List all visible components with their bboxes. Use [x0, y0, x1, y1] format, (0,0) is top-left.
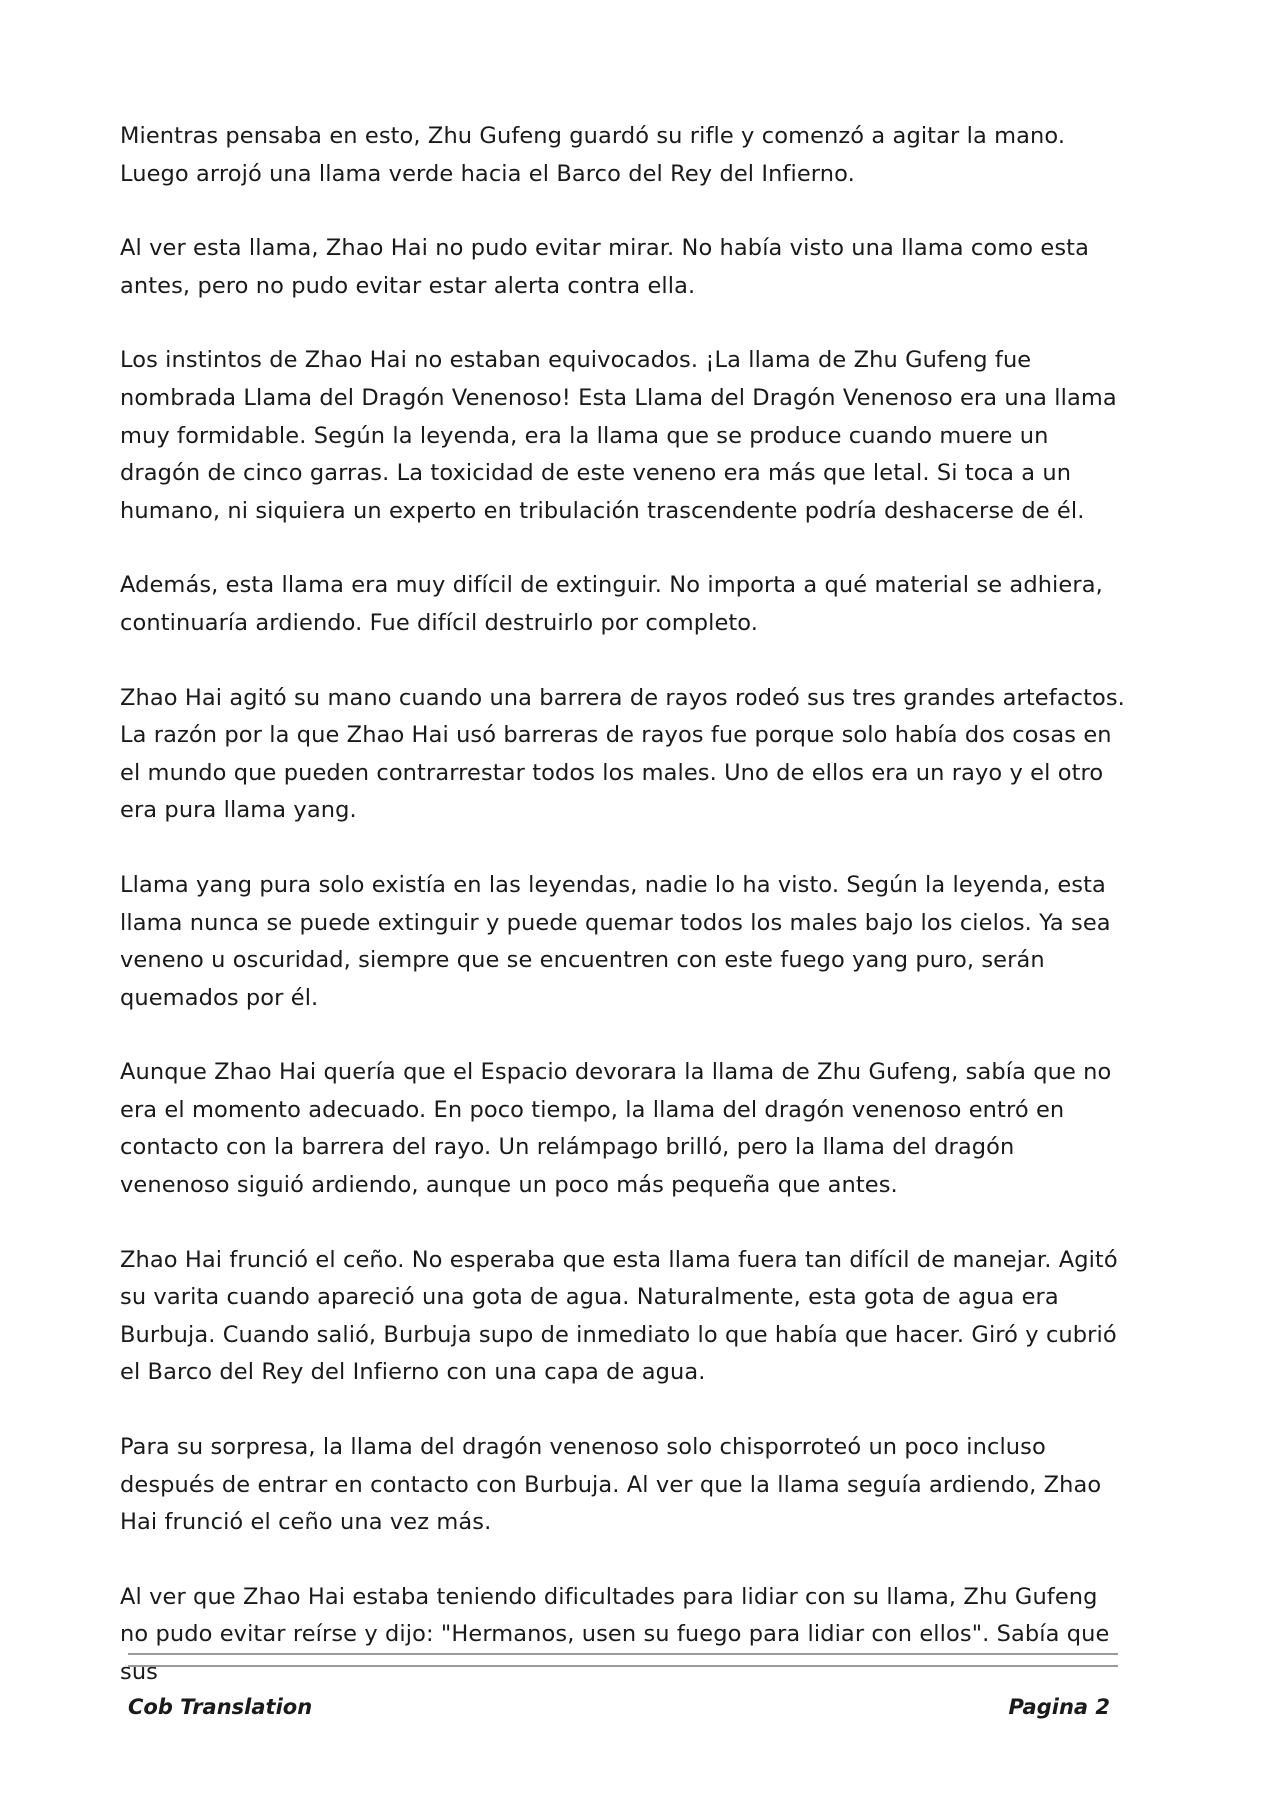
- footer-divider: [128, 1665, 1118, 1667]
- paragraph: Al ver esta llama, Zhao Hai no pudo evitar mirar. No había visto una llama como esta antes, pero no pudo evitar estar alerta contra ella.: [120, 235, 1089, 299]
- footer-page-number: Pagina 2: [1008, 1695, 1110, 1719]
- paragraph: Zhao Hai agitó su mano cuando una barrera de rayos rodeó sus tres grandes artefactos. La razón por la que Zhao Hai usó barreras de rayos fue porque solo había dos cosas en el mundo que pueden contrarrestar todos los males. Uno de ellos era un rayo y el otro era pura llama yang.: [120, 684, 1125, 824]
- footer-divider: [128, 1653, 1118, 1655]
- paragraph: Los instintos de Zhao Hai no estaban equivocados. ¡La llama de Zhu Gufeng fue nombrada Llama del Dragón Venenoso! Esta Llama del Dragón Venenoso era una llama muy formidable. Según la leyenda, era la llama que se produce cuando muere un dragón de cinco garras. La toxicidad de este veneno era más que letal. Si toca a un humano, ni siquiera un experto en tribulación trascendente podría deshacerse de él.: [120, 347, 1117, 524]
- document-body: [120, 118, 1130, 1729]
- paragraph: Zhao Hai frunció el ceño. No esperaba que esta llama fuera tan difícil de manejar. Agitó su varita cuando apareció una gota de agua. Naturalmente, esta gota de agua era Burbuja. Cuando salió, Burbuja supo de inmediato lo que había que hacer. Giró y cubrió el Barco del Rey del Infierno con una capa de agua.: [120, 1246, 1118, 1386]
- paragraph: Para su sorpresa, la llama del dragón venenoso solo chisporroteó un poco incluso después de entrar en contacto con Burbuja. Al ver que la llama seguía ardiendo, Zhao Hai frunció el ceño una vez más.: [120, 1434, 1102, 1536]
- paragraph: Aunque Zhao Hai quería que el Espacio devorara la llama de Zhu Gufeng, sabía que no era el momento adecuado. En poco tiempo, la llama del dragón venenoso entró en contacto con la barrera del rayo. Un relámpago brilló, pero la llama del dragón venenoso siguió ardiendo, aunque un poco más pequeña que antes.: [120, 1059, 1112, 1199]
- paragraph: Mientras pensaba en esto, Zhu Gufeng guardó su rifle y comenzó a agitar la mano. Luego arrojó una llama verde hacia el Barco del Rey del Infierno.: [120, 123, 1066, 187]
- paragraph: Llama yang pura solo existía en las leyendas, nadie lo ha visto. Según la leyenda, esta llama nunca se puede extinguir y puede quemar todos los males bajo los cielos. Ya sea veneno u oscuridad, siempre que se encuentren con este fuego yang puro, serán quemados por él.: [120, 871, 1111, 1011]
- paragraph: Además, esta llama era muy difícil de extinguir. No importa a qué material se adhiera, continuaría ardiendo. Fue difícil destruirlo por completo.: [120, 572, 1103, 636]
- footer-translator-credit: Cob Translation: [128, 1695, 313, 1719]
- paragraph: Al ver que Zhao Hai estaba teniendo dificultades para lidiar con su llama, Zhu Gufeng no pudo evitar reírse y dijo: "Hermanos, usen su fuego para lidiar con ellos". Sabía que sus: [120, 1583, 1110, 1685]
